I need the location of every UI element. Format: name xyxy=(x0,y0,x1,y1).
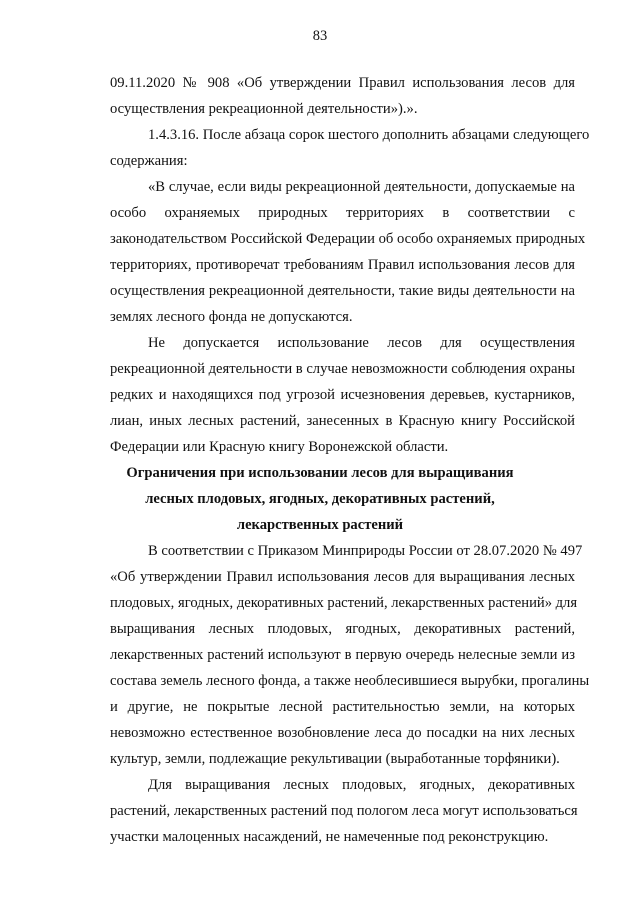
text-line: землях лесного фонда не допускаются. xyxy=(110,309,353,325)
text-line: редких и находящихся под угрозой исчезновения деревьев, кустарников, xyxy=(110,387,575,403)
text-line: Федерации или Красную книгу Воронежской области. xyxy=(110,439,449,455)
section-heading: Ограничения при использовании лесов для выращивания xyxy=(126,465,514,481)
text-line: рекреационной деятельности в случае невозможности соблюдения охраны xyxy=(110,361,576,377)
text-line: содержания: xyxy=(110,153,188,169)
section-heading: лекарственных растений xyxy=(236,517,404,533)
text-line: участки малоценных насаждений, не намеченные под реконструкцию. xyxy=(110,829,549,845)
text-line: Для выращивания лесных плодовых, ягодных, декоративных xyxy=(148,777,575,793)
text-line: растений, лекарственных растений под пологом леса могут использоваться xyxy=(110,803,578,819)
text-line: невозможно естественное возобновление леса до посадки на них лесных xyxy=(110,725,575,741)
text-line: 09.11.2020 № 908 «Об утверждении Правил использования лесов для xyxy=(110,75,575,91)
section-heading: лесных плодовых, ягодных, декоративных растений, xyxy=(145,491,495,507)
text-line: особо охраняемых природных территориях в соответствии с xyxy=(110,205,575,221)
text-line: осуществления рекреационной деятельности»).». xyxy=(110,101,418,117)
text-line: выращивания лесных плодовых, ягодных, декоративных растений, xyxy=(110,621,575,637)
text-line: 1.4.3.16. После абзаца сорок шестого дополнить абзацами следующего xyxy=(148,127,590,143)
text-line: состава земель лесного фонда, а также необлесившиеся вырубки, прогалины xyxy=(110,673,590,689)
text-line: плодовых, ягодных, декоративных растений, лекарственных растений» для xyxy=(110,595,578,611)
text-line: территориях, противоречат требованиям Правил использования лесов для xyxy=(110,257,575,273)
text-line: осуществления рекреационной деятельности, такие виды деятельности на xyxy=(110,283,575,299)
text-line: лиан, иных лесных растений, занесенных в Красную книгу Российской xyxy=(110,413,575,429)
text-line: культур, земли, подлежащие рекультивации (выработанные торфяники). xyxy=(110,751,560,767)
text-line: лекарственных растений используют в первую очередь нелесные земли из xyxy=(110,647,575,663)
text-line: Не допускается использование лесов для осуществления xyxy=(148,335,575,351)
page-number: 83 xyxy=(312,28,328,44)
text-line: «В случае, если виды рекреационной деятельности, допускаемые на xyxy=(148,179,575,195)
text-line: «Об утверждении Правил использования лесов для выращивания лесных xyxy=(110,569,575,585)
text-line: и другие, не покрытые лесной растительностью земли, на которых xyxy=(110,699,575,715)
text-line: В соответствии с Приказом Минприроды России от 28.07.2020 № 497 xyxy=(148,543,583,559)
text-line: законодательством Российской Федерации об особо охраняемых природных xyxy=(110,231,586,247)
